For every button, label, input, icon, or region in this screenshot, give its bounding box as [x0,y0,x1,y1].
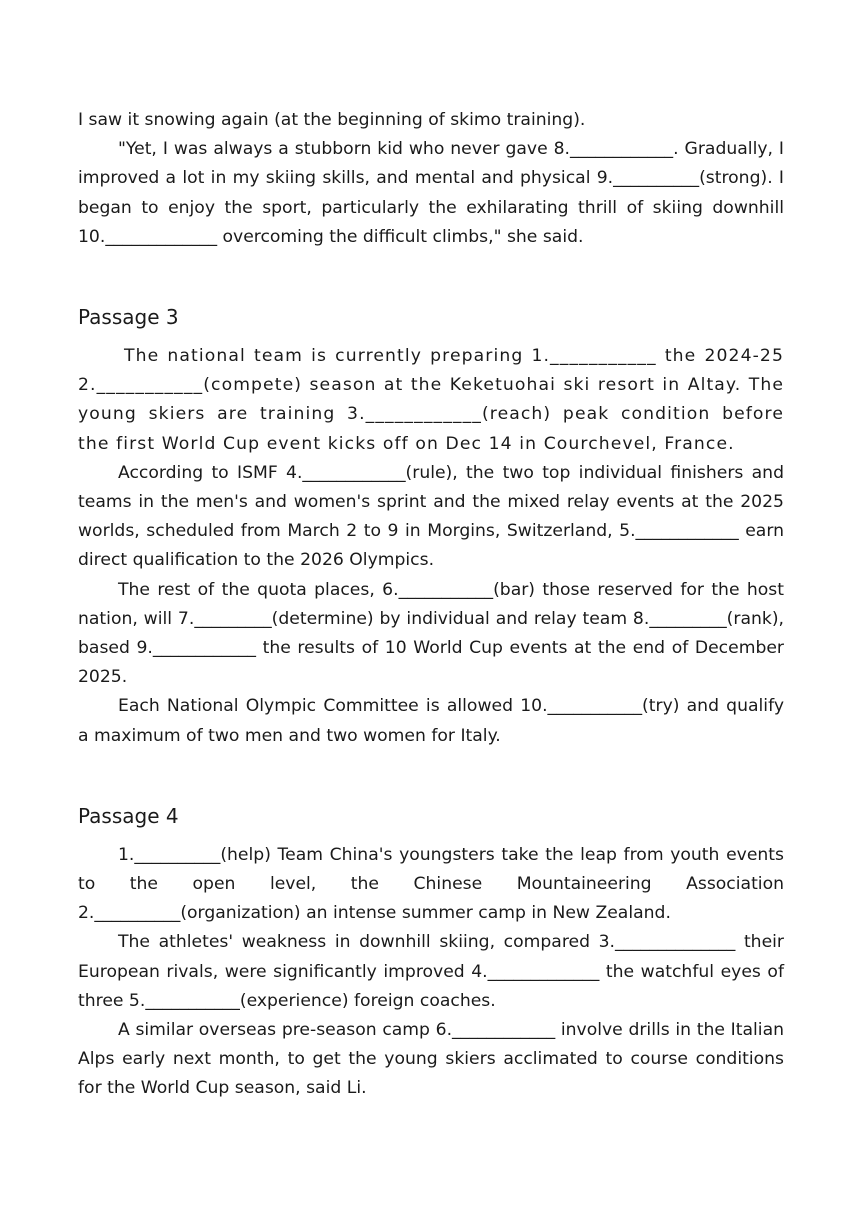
passage-4-heading: Passage 4 [78,803,179,828]
passage-4-paragraph-2: The athletes' weakness in downhill skiing, compared 3.______________ their European rivals, were significantly improved 4._____________ the watchful eyes of three 5.___________(experience) foreign coaches. [78,932,784,1011]
intro-paragraph: "Yet, I was always a stubborn kid who never gave 8.____________. Gradually, I improved a lot in my skiing skills, and mental and physical 9.__________(strong). I began to enjoy the sport, particularly the exhilarating thrill of skiing downhill 10._____________ overcoming the difficult climbs," she said. [78,139,784,247]
passage-3-heading: Passage 3 [78,305,179,330]
passage-4-paragraph-1: 1.__________(help) Team China's youngsters take the leap from youth events to the open level, the Chinese Mountaineering Association 2.__________(organization) an intense summer camp in New Zealand. [78,844,784,924]
passage-3-paragraph-1: The national team is currently preparing 1.___________ the 2024-25 2.___________(compete) season at the Keketuohai ski resort in Altay. The young skiers are training 3.____________(reach) peak condition before the first World Cup event kicks off on Dec 14 in Courchevel, France. [78,346,784,454]
passage-4-paragraph-3: A similar overseas pre-season camp 6.____________ involve drills in the Italian Alps early next month, to get the young skiers acclimated to course conditions for the World Cup season, said Li. [78,1020,784,1099]
passage-3-paragraph-2: According to ISMF 4.____________(rule), the two top individual finishers and teams in the men's and women's sprint and the mixed relay events at the 2025 worlds, scheduled from March 2 to 9 in Morgins, Switzerland, 5.____________ earn direct qualification to the 2026 Olympics. [78,462,784,571]
passage-3-paragraph-4: Each National Olympic Committee is allowed 10.___________(try) and qualify a maximum of two men and two women for Italy. [78,696,784,746]
intro-line: I saw it snowing again (at the beginning of skimo training). [78,110,586,130]
passage-3-paragraph-3: The rest of the quota places, 6.___________(bar) those reserved for the host nation, will 7._________(determine) by individual and relay team 8._________(rank), based 9.____________ the results of 10 World Cup events at the end of December 2025. [78,579,784,688]
page-content [78,106,784,1104]
